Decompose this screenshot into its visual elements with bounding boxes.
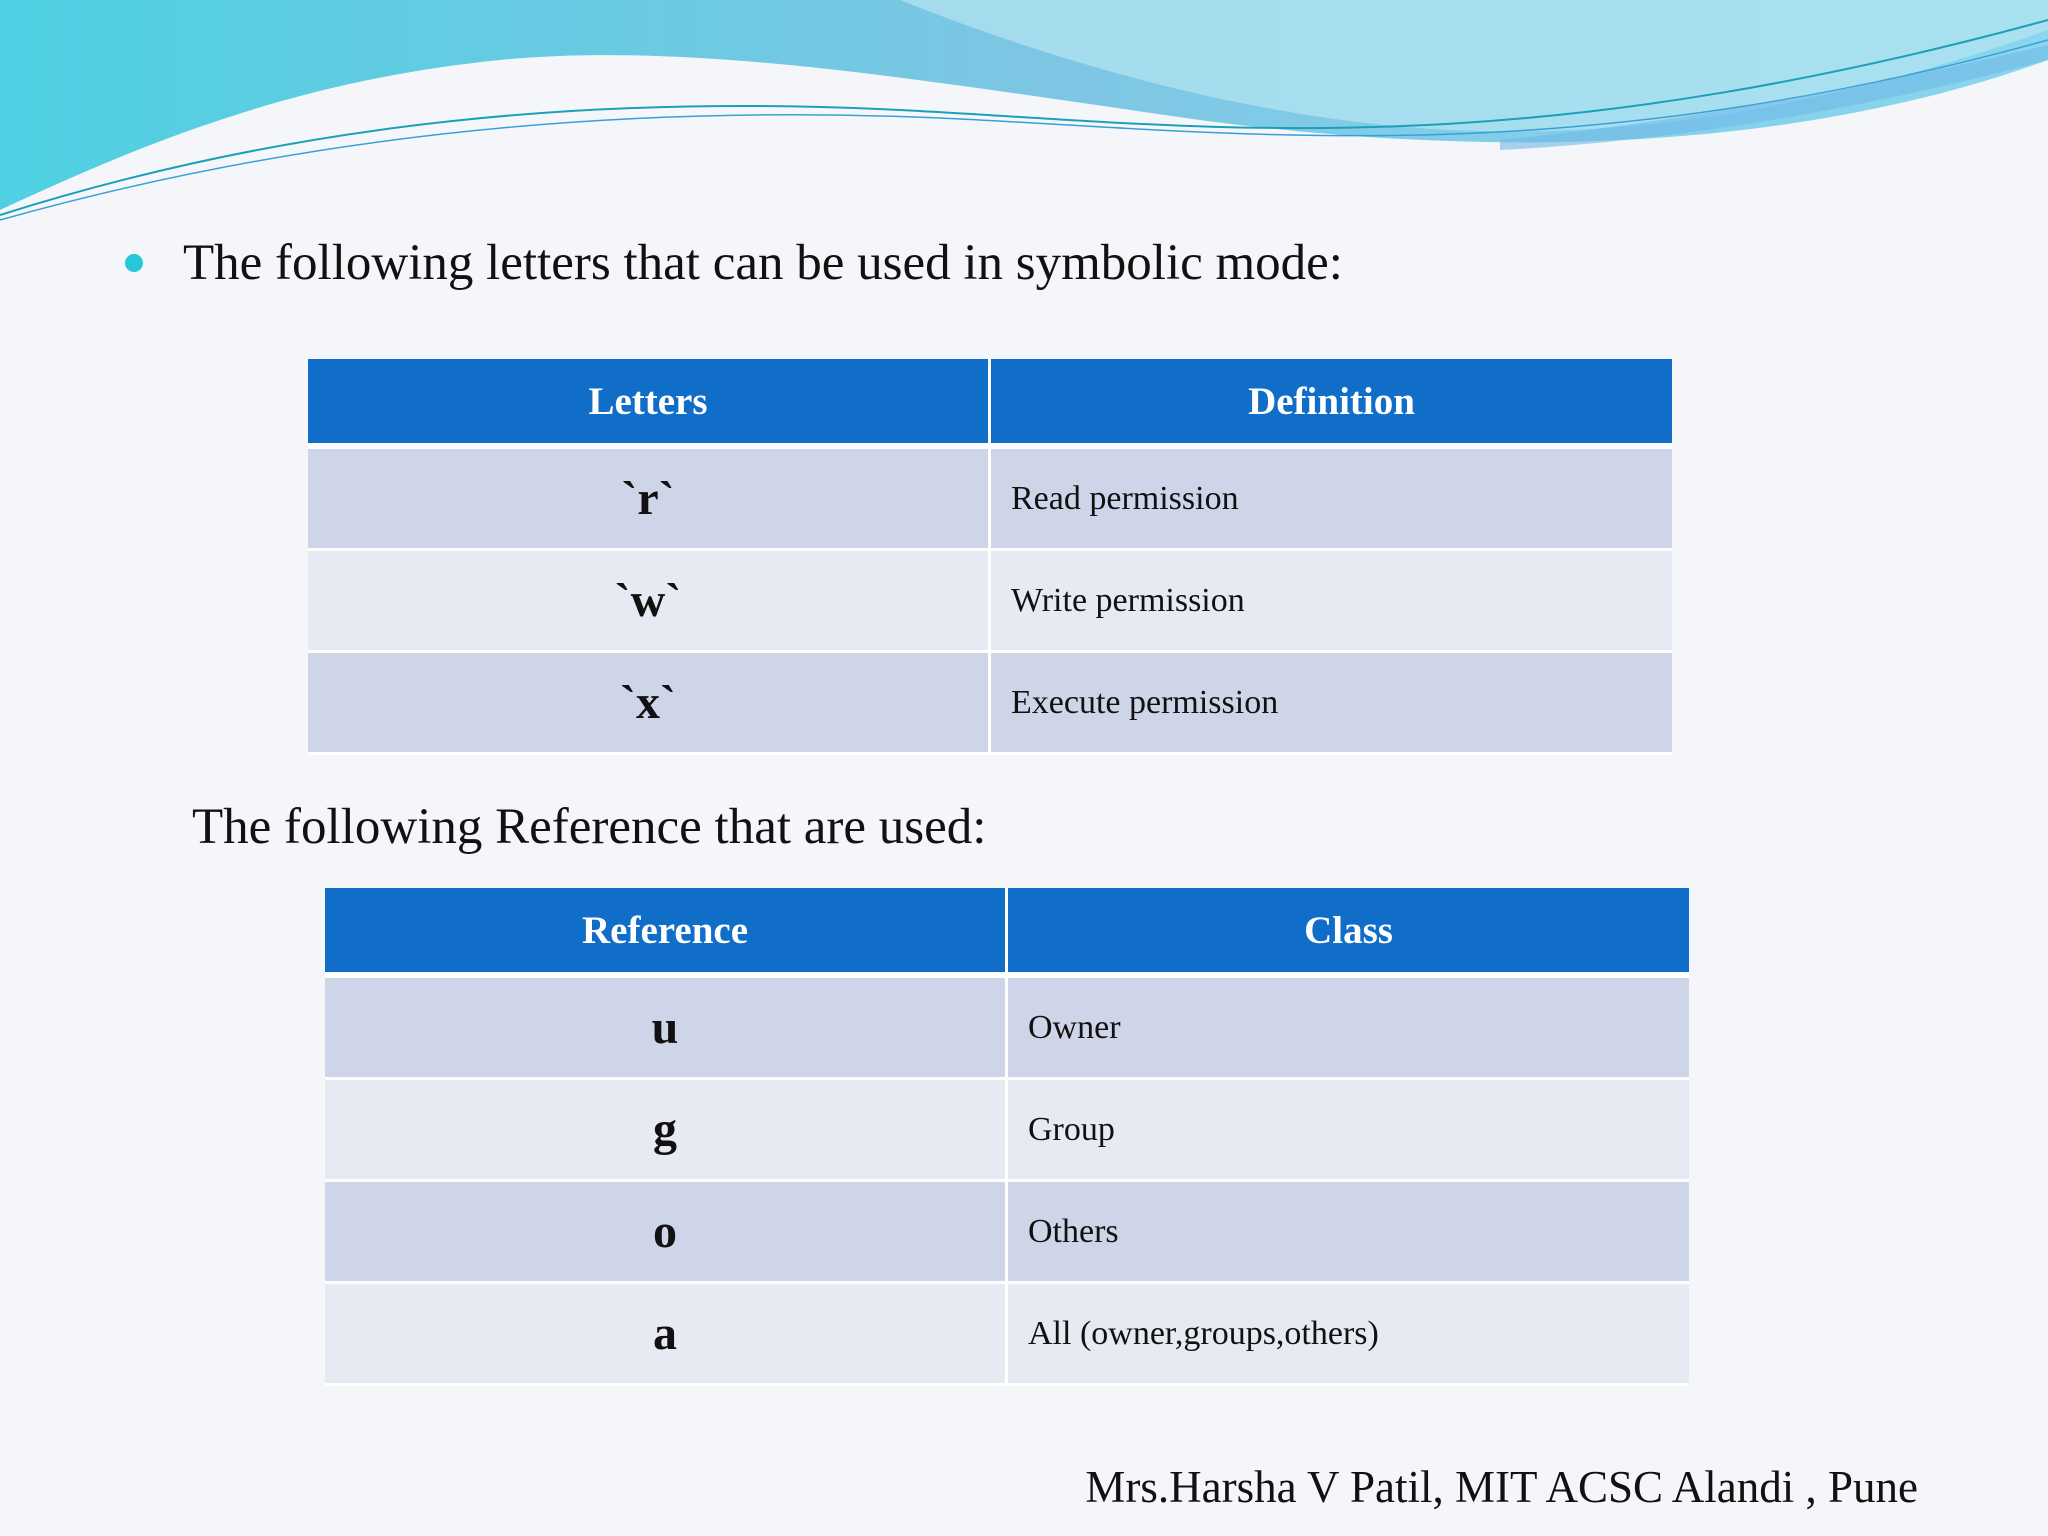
definition-cell: Write permission bbox=[988, 551, 1672, 653]
reference-table bbox=[325, 888, 1689, 1386]
header-reference: Reference bbox=[325, 888, 1005, 978]
class-cell: Owner bbox=[1005, 978, 1689, 1080]
class-cell: All (owner,groups,others) bbox=[1005, 1284, 1689, 1386]
table-row bbox=[325, 978, 1689, 1080]
footer-author: Mrs.Harsha V Patil, MIT ACSC Alandi , Pune bbox=[1085, 1462, 1918, 1512]
bullet-point bbox=[125, 228, 1343, 298]
table-row bbox=[308, 551, 1672, 653]
reference-cell: u bbox=[325, 978, 1005, 1080]
header-wave-decoration bbox=[0, 0, 2048, 240]
table-row bbox=[308, 653, 1672, 755]
definition-cell: Read permission bbox=[988, 449, 1672, 551]
bullet-dot-icon bbox=[125, 254, 143, 272]
letter-cell: `r` bbox=[308, 449, 988, 551]
letter-cell: `w` bbox=[308, 551, 988, 653]
letters-table bbox=[308, 359, 1672, 755]
table-row bbox=[325, 1182, 1689, 1284]
class-cell: Others bbox=[1005, 1182, 1689, 1284]
reference-cell: g bbox=[325, 1080, 1005, 1182]
header-letters: Letters bbox=[308, 359, 988, 449]
table-row bbox=[325, 1080, 1689, 1182]
table-header-row bbox=[325, 888, 1689, 978]
table-row bbox=[308, 449, 1672, 551]
header-definition: Definition bbox=[988, 359, 1672, 449]
class-cell: Group bbox=[1005, 1080, 1689, 1182]
letter-cell: `x` bbox=[308, 653, 988, 755]
table-row bbox=[325, 1284, 1689, 1386]
bullet-text: The following letters that can be used in symbolic mode: bbox=[183, 235, 1343, 291]
reference-cell: a bbox=[325, 1284, 1005, 1386]
reference-cell: o bbox=[325, 1182, 1005, 1284]
definition-cell: Execute permission bbox=[988, 653, 1672, 755]
reference-heading: The following Reference that are used: bbox=[192, 799, 987, 855]
table-header-row bbox=[308, 359, 1672, 449]
header-class: Class bbox=[1005, 888, 1689, 978]
